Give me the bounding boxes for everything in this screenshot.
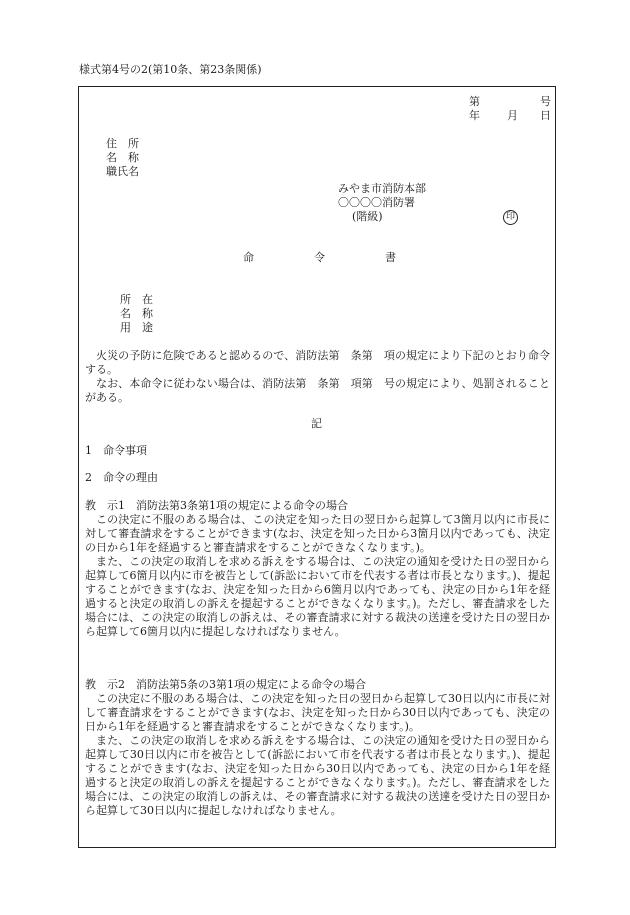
doc-title-1: 命	[243, 251, 254, 264]
recipient-address-label: 住 所	[106, 137, 139, 150]
document-number-row	[469, 95, 551, 109]
intro-paragraph-1: 火災の予防に危険であると認めるので、消防法第 条第 項の規定により下記のとおり命令する。	[85, 349, 550, 376]
intro-paragraph-2: なお、本命令に従わない場合は、消防法第 条第 項第 号の規定により、処罰されることがある。	[85, 377, 550, 404]
year-label: 年	[469, 109, 480, 122]
notice-2-body	[85, 692, 550, 818]
item-1: 1 命令事項	[85, 444, 147, 457]
ki-heading: 記	[311, 417, 322, 430]
item-2: 2 命令の理由	[85, 471, 158, 484]
target-name-label: 名 称	[120, 307, 153, 320]
target-use-label: 用 途	[120, 321, 153, 334]
notice-1-body	[85, 513, 550, 639]
seal-mark	[503, 209, 518, 225]
target-location-label: 所 在	[120, 293, 153, 306]
dai-label: 第	[469, 95, 480, 108]
notice-2-paragraph-2: また、この決定の取消しを求める訴えをする場合は、この決定の通知を受けた日の翌日から起算して30日以内に市を被告として(訴訟において市を代表する者は市長となります。)、提起することができます(なお、決定を知った日から30日以内であっても、決定の日から1年を経過すると決定の取消しの訴えを提起することができなくなります。)。ただし、審査請求をした場合には、この決定の取消しの訴えは、その審査請求に対する裁決の送達を受けた日の翌日から起算して30日以内に提起しなければなりません。	[85, 734, 550, 817]
date-row	[469, 109, 551, 123]
notice-1-paragraph-2: また、この決定の取消しを求める訴えをする場合は、この決定の通知を受けた日の翌日から起算して6箇月以内に市を被告として(訴訟において市を代表する者は市長となります。)、提起することができます(なお、決定を知った日から6箇月以内であっても、決定の日から1年を経過すると決定の取消しの訴えを提起することができなくなります。)。ただし、審査請求をした場合には、この決定の取消しの訴えは、その審査請求に対する裁決の送達を受けた日の翌日から起算して6箇月以内に提起しなければなりません。	[85, 555, 550, 638]
doc-title-2: 令	[314, 251, 325, 264]
go-label: 号	[540, 95, 551, 108]
recipient-official-label: 職氏名	[106, 165, 139, 178]
order-document-frame	[78, 86, 556, 848]
doc-title-3: 書	[385, 251, 396, 264]
issuer-hq: みやま市消防本部	[338, 182, 426, 195]
notice-1-paragraph-1: この決定に不服のある場合は、この決定を知った日の翌日から起算して3箇月以内に市長に対して審査請求をすることができます(なお、決定を知った日から3箇月以内であっても、決定の日から1年を経過すると審査請求をすることができなくなります。)。	[85, 513, 550, 554]
issuer-rank: (階級)	[352, 210, 383, 223]
notice-1-heading: 教 示1 消防法第3条第1項の規定による命令の場合	[85, 499, 348, 512]
seal-icon: 印	[503, 210, 518, 225]
recipient-name-label: 名 称	[106, 151, 139, 164]
intro-text	[85, 349, 550, 405]
day-label: 日	[540, 109, 551, 122]
notice-2-heading: 教 示2 消防法第5条の3第1項の規定による命令の場合	[85, 678, 366, 691]
month-label: 月	[507, 109, 518, 122]
issuer-station: 〇〇〇〇消防署	[338, 196, 415, 209]
form-title: 様式第4号の2(第10条、第23条関係)	[79, 63, 262, 76]
notice-2-paragraph-1: この決定に不服のある場合は、この決定を知った日の翌日から起算して30日以内に市長に対して審査請求をすることができます(なお、決定を知った日から30日以内であっても、決定の日から1年を経過すると審査請求をすることができなくなります。)。	[85, 692, 550, 733]
